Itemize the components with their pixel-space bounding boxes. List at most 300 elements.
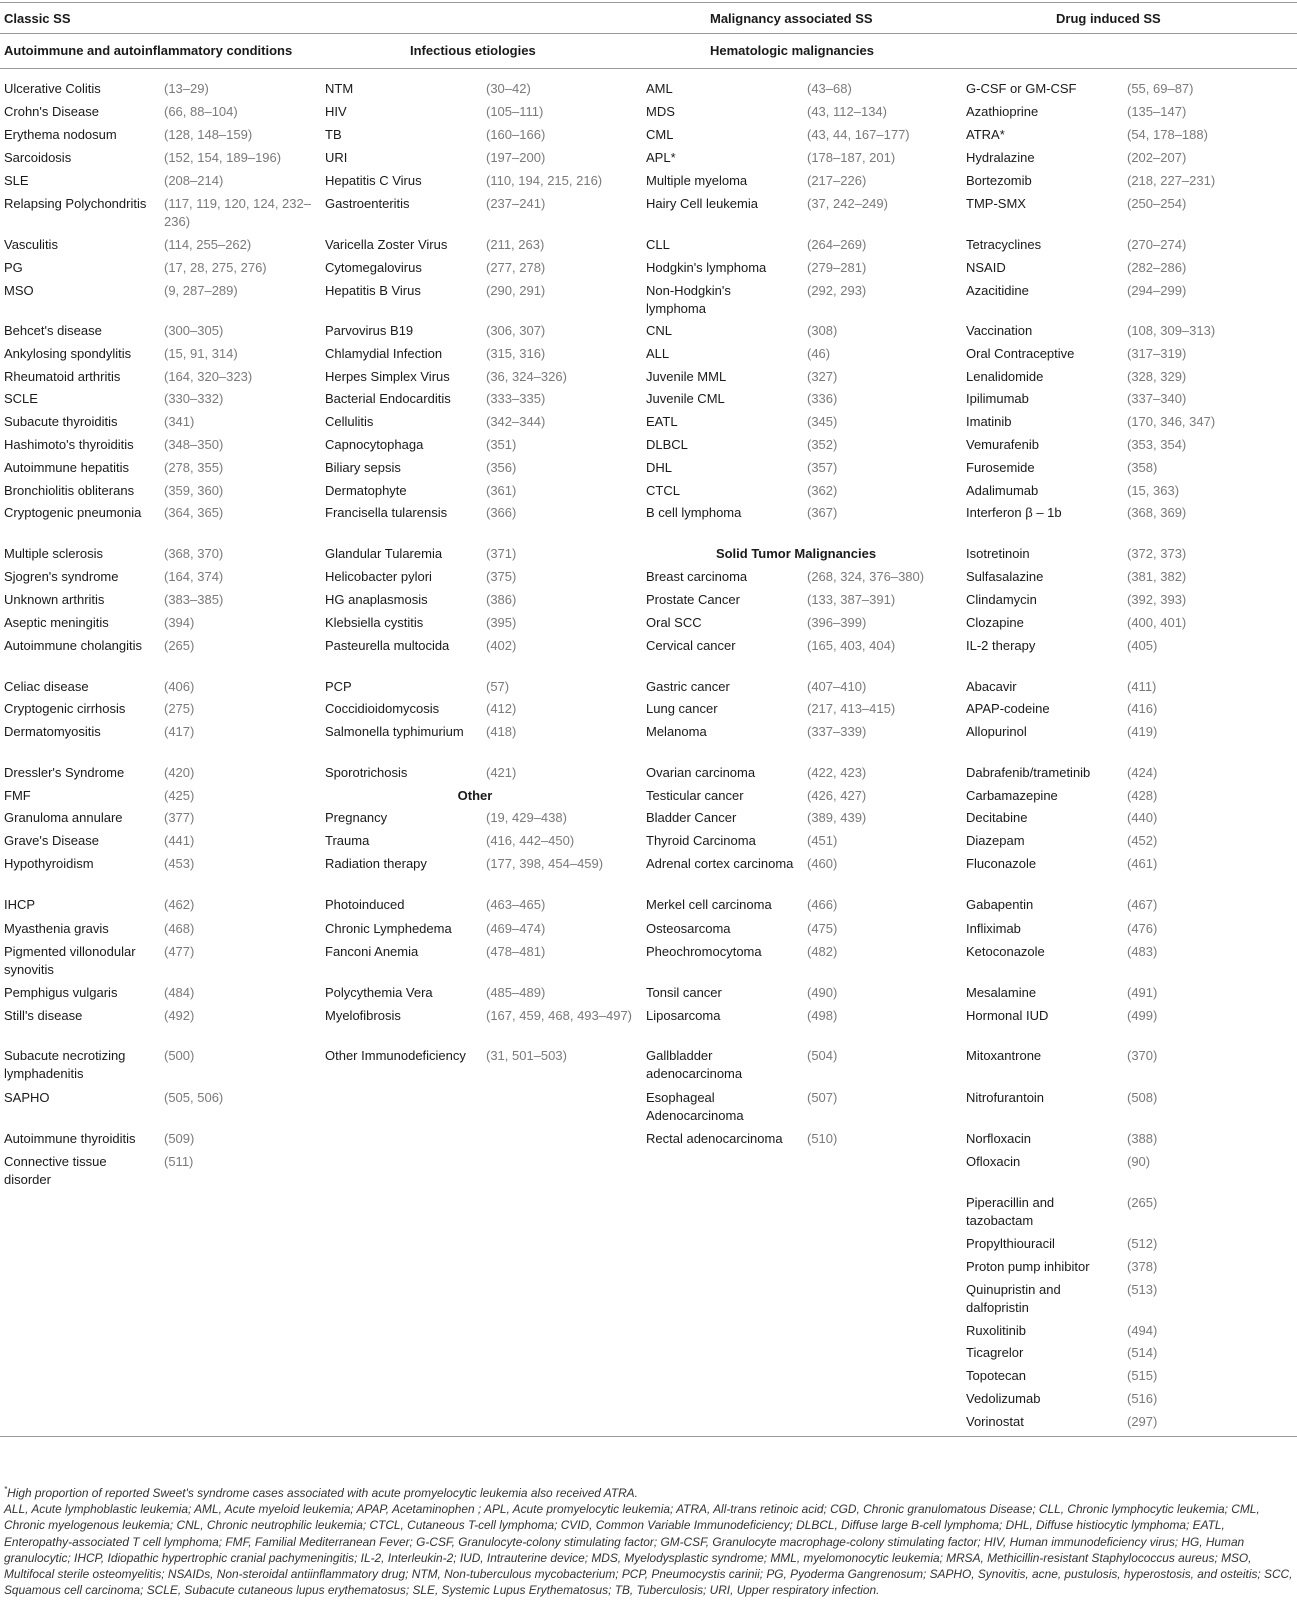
drug-refs: (515)	[1127, 1368, 1158, 1383]
hematologic-name: ALL	[646, 346, 670, 361]
drug-refs: (54, 178–188)	[1127, 127, 1208, 142]
autoimmune-name: Autoimmune thyroiditis	[4, 1131, 136, 1146]
solid-refs: (396–399)	[807, 615, 867, 630]
drug-refs: (378)	[1127, 1259, 1158, 1274]
autoimmune-name: Relapsing Polychondritis	[4, 196, 147, 211]
drug-refs: (90)	[1127, 1154, 1151, 1169]
solid-name: Tonsil cancer	[646, 985, 722, 1000]
autoimmune-refs: (265)	[164, 638, 195, 653]
hematologic-name: Non-Hodgkin's lymphoma	[646, 283, 731, 317]
drug-name: Ketoconazole	[966, 944, 1045, 959]
footnote-atra	[4, 1482, 1293, 1501]
hematologic-name: APL*	[646, 150, 676, 165]
drug-name: Piperacillin and tazobactam	[966, 1195, 1055, 1229]
autoimmune-name: SCLE	[4, 391, 38, 406]
autoimmune-refs: (383–385)	[164, 592, 224, 607]
infectious-name: Chlamydial Infection	[325, 346, 443, 361]
infectious-name: Capnocytophaga	[325, 437, 424, 452]
hematologic-name: B cell lymphoma	[646, 505, 742, 520]
drug-name: Infliximab	[966, 921, 1021, 936]
autoimmune-name: Unknown arthritis	[4, 592, 105, 607]
hematologic-name: CNL	[646, 323, 673, 338]
drug-name: Ofloxacin	[966, 1154, 1021, 1169]
solid-refs: (389, 439)	[807, 810, 867, 825]
drug-refs: (483)	[1127, 944, 1158, 959]
drug-name: Vemurafenib	[966, 437, 1039, 452]
autoimmune-name: SAPHO	[4, 1090, 50, 1105]
hematologic-name: Multiple myeloma	[646, 173, 748, 188]
solid-refs: (460)	[807, 856, 838, 871]
autoimmune-name: Ankylosing spondylitis	[4, 346, 132, 361]
subheader-other: Other	[457, 788, 493, 803]
drug-refs: (513)	[1127, 1282, 1158, 1297]
hematologic-refs: (292, 293)	[807, 283, 867, 298]
infectious-refs: (110, 194, 215, 216)	[486, 173, 603, 188]
drug-refs: (15, 363)	[1127, 483, 1180, 498]
autoimmune-refs: (425)	[164, 788, 195, 803]
solid-name: Osteosarcoma	[646, 921, 731, 936]
solid-refs: (165, 403, 404)	[807, 638, 896, 653]
drug-name: Clozapine	[966, 615, 1024, 630]
other-refs: (19, 429–438)	[486, 810, 567, 825]
drug-refs: (440)	[1127, 810, 1158, 825]
solid-refs: (407–410)	[807, 679, 867, 694]
drug-refs: (55, 69–87)	[1127, 81, 1194, 96]
table-footnotes	[4, 1482, 1293, 1598]
drug-refs: (170, 346, 347)	[1127, 414, 1216, 429]
autoimmune-refs: (441)	[164, 833, 195, 848]
autoimmune-refs: (17, 28, 275, 276)	[164, 260, 267, 275]
other-name: Pregnancy	[325, 810, 388, 825]
infectious-name: Dermatophyte	[325, 483, 407, 498]
infectious-name: Biliary sepsis	[325, 460, 401, 475]
other-name: Fanconi Anemia	[325, 944, 419, 959]
drug-refs: (135–147)	[1127, 104, 1187, 119]
autoimmune-refs: (484)	[164, 985, 195, 1000]
autoimmune-refs: (164, 320–323)	[164, 369, 253, 384]
hematologic-name: Hodgkin's lymphoma	[646, 260, 767, 275]
subheader-solid: Solid Tumor Malignancies	[715, 546, 877, 561]
hematologic-refs: (308)	[807, 323, 838, 338]
infectious-refs: (105–111)	[486, 104, 544, 119]
drug-name: Lenalidomide	[966, 369, 1044, 384]
drug-name: Interferon β – 1b	[966, 505, 1062, 520]
autoimmune-refs: (492)	[164, 1008, 195, 1023]
drug-refs: (467)	[1127, 897, 1158, 912]
infectious-name: Klebsiella cystitis	[325, 615, 424, 630]
drug-refs: (108, 309–313)	[1127, 323, 1216, 338]
solid-name: Gallbladder adenocarcinoma	[646, 1048, 743, 1082]
infectious-refs: (36, 324–326)	[486, 369, 567, 384]
header-hematologic: Hematologic malignancies	[710, 43, 874, 58]
solid-refs: (507)	[807, 1090, 838, 1105]
drug-refs: (353, 354)	[1127, 437, 1187, 452]
infectious-name: NTM	[325, 81, 354, 96]
hematologic-refs: (264–269)	[807, 237, 867, 252]
infectious-name: Salmonella typhimurium	[325, 724, 464, 739]
autoimmune-refs: (505, 506)	[164, 1090, 224, 1105]
solid-refs: (466)	[807, 897, 838, 912]
infectious-name: Herpes Simplex Virus	[325, 369, 450, 384]
drug-refs: (317–319)	[1127, 346, 1187, 361]
hematologic-refs: (279–281)	[807, 260, 867, 275]
autoimmune-refs: (341)	[164, 414, 195, 429]
drug-name: Fluconazole	[966, 856, 1037, 871]
header-infectious: Infectious etiologies	[410, 43, 536, 58]
solid-refs: (268, 324, 376–380)	[807, 569, 925, 584]
hematologic-refs: (217–226)	[807, 173, 867, 188]
autoimmune-refs: (128, 148–159)	[164, 127, 253, 142]
drug-name: Tetracyclines	[966, 237, 1042, 252]
hematologic-name: DHL	[646, 460, 673, 475]
autoimmune-name: Celiac disease	[4, 679, 89, 694]
autoimmune-refs: (417)	[164, 724, 195, 739]
drug-refs: (491)	[1127, 985, 1158, 1000]
autoimmune-name: Vasculitis	[4, 237, 58, 252]
hematologic-refs: (362)	[807, 483, 838, 498]
drug-name: NSAID	[966, 260, 1006, 275]
drug-name: Nitrofurantoin	[966, 1090, 1045, 1105]
autoimmune-name: Rheumatoid arthritis	[4, 369, 121, 384]
solid-name: Rectal adenocarcinoma	[646, 1131, 783, 1146]
infectious-refs: (315, 316)	[486, 346, 546, 361]
drug-refs: (508)	[1127, 1090, 1158, 1105]
drug-refs: (476)	[1127, 921, 1158, 936]
other-name: Trauma	[325, 833, 370, 848]
infectious-refs: (290, 291)	[486, 283, 546, 298]
drug-name: Vaccination	[966, 323, 1033, 338]
autoimmune-refs: (117, 119, 120, 124, 232–236)	[164, 196, 311, 230]
infectious-refs: (237–241)	[486, 196, 546, 211]
header-drug-ss: Drug induced SS	[1056, 11, 1161, 26]
autoimmune-name: FMF	[4, 788, 31, 803]
other-name: Other Immunodeficiency	[325, 1048, 466, 1063]
infectious-name: Pasteurella multocida	[325, 638, 450, 653]
hematologic-refs: (43–68)	[807, 81, 852, 96]
infectious-refs: (386)	[486, 592, 517, 607]
drug-refs: (358)	[1127, 460, 1158, 475]
drug-name: Propylthiouracil	[966, 1236, 1055, 1251]
other-refs: (177, 398, 454–459)	[486, 856, 604, 871]
autoimmune-refs: (468)	[164, 921, 195, 936]
hematologic-name: CML	[646, 127, 674, 142]
infectious-name: Cytomegalovirus	[325, 260, 422, 275]
hematologic-refs: (178–187, 201)	[807, 150, 896, 165]
hematologic-refs: (43, 44, 167–177)	[807, 127, 910, 142]
solid-name: Cervical cancer	[646, 638, 736, 653]
infectious-name: HIV	[325, 104, 347, 119]
other-name: Radiation therapy	[325, 856, 427, 871]
other-refs: (469–474)	[486, 921, 546, 936]
bottom-rule	[0, 1436, 1297, 1437]
drug-name: APAP-codeine	[966, 701, 1050, 716]
hematologic-name: CTCL	[646, 483, 680, 498]
header-malignancy-ss: Malignancy associated SS	[710, 11, 873, 26]
autoimmune-name: Myasthenia gravis	[4, 921, 109, 936]
drug-name: Proton pump inhibitor	[966, 1259, 1090, 1274]
autoimmune-refs: (364, 365)	[164, 505, 224, 520]
hematologic-name: MDS	[646, 104, 675, 119]
drug-name: Quinupristin and dalfopristin	[966, 1282, 1061, 1316]
drug-refs: (405)	[1127, 638, 1158, 653]
drug-refs: (411)	[1127, 679, 1157, 694]
drug-name: Mitoxantrone	[966, 1048, 1042, 1063]
infectious-refs: (395)	[486, 615, 517, 630]
header-autoimmune: Autoimmune and autoinflammatory conditions	[4, 43, 293, 58]
drug-refs: (452)	[1127, 833, 1158, 848]
hematologic-refs: (336)	[807, 391, 838, 406]
drug-name: IL-2 therapy	[966, 638, 1036, 653]
solid-name: Ovarian carcinoma	[646, 765, 756, 780]
drug-refs: (392, 393)	[1127, 592, 1187, 607]
drug-name: Gabapentin	[966, 897, 1034, 912]
drug-refs: (388)	[1127, 1131, 1158, 1146]
autoimmune-refs: (208–214)	[164, 173, 224, 188]
autoimmune-refs: (66, 88–104)	[164, 104, 238, 119]
drug-name: Ruxolitinib	[966, 1323, 1026, 1338]
hematologic-refs: (43, 112–134)	[807, 104, 887, 119]
autoimmune-name: PG	[4, 260, 23, 275]
solid-name: Esophageal Adenocarcinoma	[646, 1090, 744, 1124]
autoimmune-name: Multiple sclerosis	[4, 546, 103, 561]
autoimmune-name: Pigmented villonodular synovitis	[4, 944, 136, 978]
autoimmune-refs: (406)	[164, 679, 195, 694]
autoimmune-name: Hypothyroidism	[4, 856, 94, 871]
hematologic-refs: (352)	[807, 437, 838, 452]
autoimmune-refs: (13–29)	[164, 81, 209, 96]
autoimmune-refs: (359, 360)	[164, 483, 224, 498]
footnote-abbreviations: ALL, Acute lymphoblastic leukemia; AML, Acute myeloid leukemia; APAP, Acetaminophen ; APL, Acute promyelocytic leukemia; ATRA, All-trans retinoic acid; CGD, Chronic granulomatous Disease; CLL, Chronic lymphocytic leukemia; CML, Chronic myelogenous leukemia; CNL, Chronic neutrophilic leukemia; CTCL, Cutaneous T-cell lymphoma; CVID, Common Variable Immunodeficiency; DLBCL, Diffuse large B-cell lymphoma; DHL, Diffuse histiocytic lymphoma; EATL, Enteropathy-associated T cell lymphoma; FMF, Familial Mediterranean Fever; G-CSF, Granulocyte-colony stimulating factor; GM-CSF, Granulocyte macrophage-colony stimulating factor; HIV, Human immunodeficiency virus; HG, Human granulocytic; IHCP, Idiopathic hypertrophic cranial pachymeningitis; IL-2, Interleukin-2; IUD, Intrauterine device; MDS, Myelodysplastic syndrome; MML, myelomonocytic leukemia; MRSA, Methicillin-resistant Staphylococcus aureus; MSO, Multifocal sterile osteomyelitis; NSAIDs, Non-steroidal antiinflammatory drug; NTM, Non-tuberculous mycobacterium; PCP, Pneumocystis carinii; PG, Pyoderma Gangrenosum; SAPHO, Synovitis, acne, pustulosis, hyperostosis, and osteitis; SCC, Squamous cell carcinoma; SCLE, Subacute cutaneous lupus erythematosus; SLE, Systemic Lupus Erythematosus; TB, Tuberculosis; URI, Upper respiratory infection.	[4, 1502, 1293, 1598]
infectious-refs: (421)	[486, 765, 517, 780]
infectious-refs: (277, 278)	[486, 260, 546, 275]
solid-refs: (426, 427)	[807, 788, 867, 803]
drug-refs: (265)	[1127, 1195, 1158, 1210]
hematologic-refs: (46)	[807, 346, 831, 361]
drug-name: Allopurinol	[966, 724, 1027, 739]
infectious-name: Hepatitis B Virus	[325, 283, 421, 298]
solid-refs: (133, 387–391)	[807, 592, 896, 607]
solid-refs: (504)	[807, 1048, 838, 1063]
autoimmune-name: Subacute thyroiditis	[4, 414, 118, 429]
autoimmune-name: Grave's Disease	[4, 833, 99, 848]
drug-refs: (516)	[1127, 1391, 1158, 1406]
autoimmune-name: Dermatomyositis	[4, 724, 101, 739]
drug-refs: (202–207)	[1127, 150, 1187, 165]
drug-refs: (424)	[1127, 765, 1158, 780]
other-name: Polycythemia Vera	[325, 985, 433, 1000]
hematologic-refs: (345)	[807, 414, 838, 429]
autoimmune-name: Ulcerative Colitis	[4, 81, 101, 96]
autoimmune-name: Autoimmune hepatitis	[4, 460, 130, 475]
drug-name: Vedolizumab	[966, 1391, 1041, 1406]
drug-name: Abacavir	[966, 679, 1017, 694]
other-refs: (167, 459, 468, 493–497)	[486, 1008, 633, 1023]
autoimmune-name: IHCP	[4, 897, 36, 912]
infectious-refs: (306, 307)	[486, 323, 546, 338]
drug-refs: (368, 369)	[1127, 505, 1187, 520]
autoimmune-name: Pemphigus vulgaris	[4, 985, 118, 1000]
solid-name: Merkel cell carcinoma	[646, 897, 772, 912]
drug-name: Imatinib	[966, 414, 1012, 429]
autoimmune-refs: (377)	[164, 810, 195, 825]
infectious-refs: (375)	[486, 569, 517, 584]
infectious-name: URI	[325, 150, 348, 165]
autoimmune-refs: (453)	[164, 856, 195, 871]
other-refs: (463–465)	[486, 897, 546, 912]
drug-refs: (416)	[1127, 701, 1158, 716]
hematologic-name: AML	[646, 81, 673, 96]
solid-name: Pheochromocytoma	[646, 944, 762, 959]
infectious-refs: (197–200)	[486, 150, 546, 165]
infectious-refs: (412)	[486, 701, 517, 716]
autoimmune-name: Cryptogenic pneumonia	[4, 505, 142, 520]
drug-refs: (512)	[1127, 1236, 1158, 1251]
infectious-refs: (366)	[486, 505, 517, 520]
infectious-refs: (211, 263)	[486, 237, 545, 252]
drug-refs: (428)	[1127, 788, 1158, 803]
autoimmune-name: Erythema nodosum	[4, 127, 117, 142]
drug-name: Isotretinoin	[966, 546, 1030, 561]
drug-name: Bortezomib	[966, 173, 1032, 188]
solid-name: Breast carcinoma	[646, 569, 748, 584]
autoimmune-name: Autoimmune cholangitis	[4, 638, 143, 653]
autoimmune-name: Subacute necrotizing lymphadenitis	[4, 1048, 126, 1082]
header-classic-ss: Classic SS	[4, 11, 71, 26]
drug-name: Norfloxacin	[966, 1131, 1032, 1146]
hematologic-name: Hairy Cell leukemia	[646, 196, 758, 211]
autoimmune-refs: (368, 370)	[164, 546, 224, 561]
solid-refs: (451)	[807, 833, 838, 848]
other-refs: (31, 501–503)	[486, 1048, 567, 1063]
autoimmune-refs: (15, 91, 314)	[164, 346, 238, 361]
drug-name: Azacitidine	[966, 283, 1029, 298]
other-name: Photoinduced	[325, 897, 405, 912]
hematologic-name: EATL	[646, 414, 678, 429]
other-refs: (416, 442–450)	[486, 833, 575, 848]
hematologic-name: Juvenile MML	[646, 369, 727, 384]
autoimmune-name: Aseptic meningitis	[4, 615, 109, 630]
solid-name: Adrenal cortex carcinoma	[646, 856, 794, 871]
solid-name: Lung cancer	[646, 701, 718, 716]
drug-name: Vorinostat	[966, 1414, 1024, 1429]
infectious-name: Varicella Zoster Virus	[325, 237, 448, 252]
drug-name: TMP-SMX	[966, 196, 1026, 211]
solid-name: Prostate Cancer	[646, 592, 740, 607]
autoimmune-name: Behcet's disease	[4, 323, 102, 338]
drug-name: Topotecan	[966, 1368, 1026, 1383]
autoimmune-refs: (477)	[164, 944, 195, 959]
drug-refs: (297)	[1127, 1414, 1158, 1429]
header-rule	[0, 33, 1297, 34]
infectious-refs: (356)	[486, 460, 517, 475]
solid-refs: (490)	[807, 985, 838, 1000]
drug-refs: (337–340)	[1127, 391, 1187, 406]
drug-refs: (218, 227–231)	[1127, 173, 1216, 188]
solid-refs: (337–339)	[807, 724, 867, 739]
infectious-name: TB	[325, 127, 342, 142]
solid-refs: (482)	[807, 944, 838, 959]
autoimmune-refs: (420)	[164, 765, 195, 780]
infectious-refs: (371)	[486, 546, 517, 561]
autoimmune-name: Crohn's Disease	[4, 104, 99, 119]
infectious-name: Coccidioidomycosis	[325, 701, 440, 716]
drug-refs: (419)	[1127, 724, 1158, 739]
hematologic-refs: (327)	[807, 369, 838, 384]
infectious-name: Glandular Tularemia	[325, 546, 443, 561]
drug-refs: (370)	[1127, 1048, 1158, 1063]
drug-refs: (328, 329)	[1127, 369, 1187, 384]
autoimmune-refs: (278, 355)	[164, 460, 224, 475]
solid-name: Liposarcoma	[646, 1008, 721, 1023]
infectious-refs: (30–42)	[486, 81, 531, 96]
hematologic-refs: (357)	[807, 460, 838, 475]
infectious-refs: (402)	[486, 638, 517, 653]
autoimmune-name: Still's disease	[4, 1008, 83, 1023]
autoimmune-name: Sjogren's syndrome	[4, 569, 119, 584]
drug-name: Sulfasalazine	[966, 569, 1044, 584]
infectious-name: Bacterial Endocarditis	[325, 391, 451, 406]
drug-name: Furosemide	[966, 460, 1035, 475]
autoimmune-name: Hashimoto's thyroiditis	[4, 437, 134, 452]
autoimmune-refs: (164, 374)	[164, 569, 224, 584]
drug-refs: (499)	[1127, 1008, 1158, 1023]
solid-name: Testicular cancer	[646, 788, 744, 803]
infectious-refs: (333–335)	[486, 391, 546, 406]
drug-name: Ticagrelor	[966, 1345, 1024, 1360]
drug-refs: (381, 382)	[1127, 569, 1187, 584]
infectious-name: Gastroenteritis	[325, 196, 410, 211]
drug-name: ATRA*	[966, 127, 1005, 142]
solid-name: Bladder Cancer	[646, 810, 737, 825]
autoimmune-refs: (114, 255–262)	[164, 237, 252, 252]
infectious-name: HG anaplasmosis	[325, 592, 428, 607]
other-name: Chronic Lymphedema	[325, 921, 452, 936]
solid-name: Melanoma	[646, 724, 707, 739]
drug-name: Decitabine	[966, 810, 1028, 825]
hematologic-name: Juvenile CML	[646, 391, 725, 406]
autoimmune-name: Sarcoidosis	[4, 150, 72, 165]
drug-name: G-CSF or GM-CSF	[966, 81, 1077, 96]
autoimmune-name: Granuloma annulare	[4, 810, 123, 825]
drug-name: Diazepam	[966, 833, 1025, 848]
drug-refs: (294–299)	[1127, 283, 1187, 298]
drug-name: Adalimumab	[966, 483, 1039, 498]
autoimmune-name: Cryptogenic cirrhosis	[4, 701, 126, 716]
infectious-name: Parvovirus B19	[325, 323, 414, 338]
autoimmune-refs: (509)	[164, 1131, 195, 1146]
autoimmune-refs: (9, 287–289)	[164, 283, 238, 298]
drug-name: Hormonal IUD	[966, 1008, 1049, 1023]
infectious-name: Francisella tularensis	[325, 505, 448, 520]
drug-name: Dabrafenib/trametinib	[966, 765, 1091, 780]
drug-name: Clindamycin	[966, 592, 1037, 607]
autoimmune-name: Dressler's Syndrome	[4, 765, 125, 780]
drug-name: Carbamazepine	[966, 788, 1058, 803]
drug-refs: (514)	[1127, 1345, 1158, 1360]
drug-refs: (270–274)	[1127, 237, 1187, 252]
autoimmune-refs: (394)	[164, 615, 195, 630]
solid-refs: (422, 423)	[807, 765, 867, 780]
hematologic-name: DLBCL	[646, 437, 688, 452]
other-refs: (478–481)	[486, 944, 546, 959]
autoimmune-refs: (152, 154, 189–196)	[164, 150, 282, 165]
infectious-name: Sporotrichosis	[325, 765, 408, 780]
infectious-refs: (361)	[486, 483, 517, 498]
solid-refs: (510)	[807, 1131, 838, 1146]
drug-name: Azathioprine	[966, 104, 1039, 119]
autoimmune-refs: (300–305)	[164, 323, 224, 338]
solid-name: Gastric cancer	[646, 679, 730, 694]
